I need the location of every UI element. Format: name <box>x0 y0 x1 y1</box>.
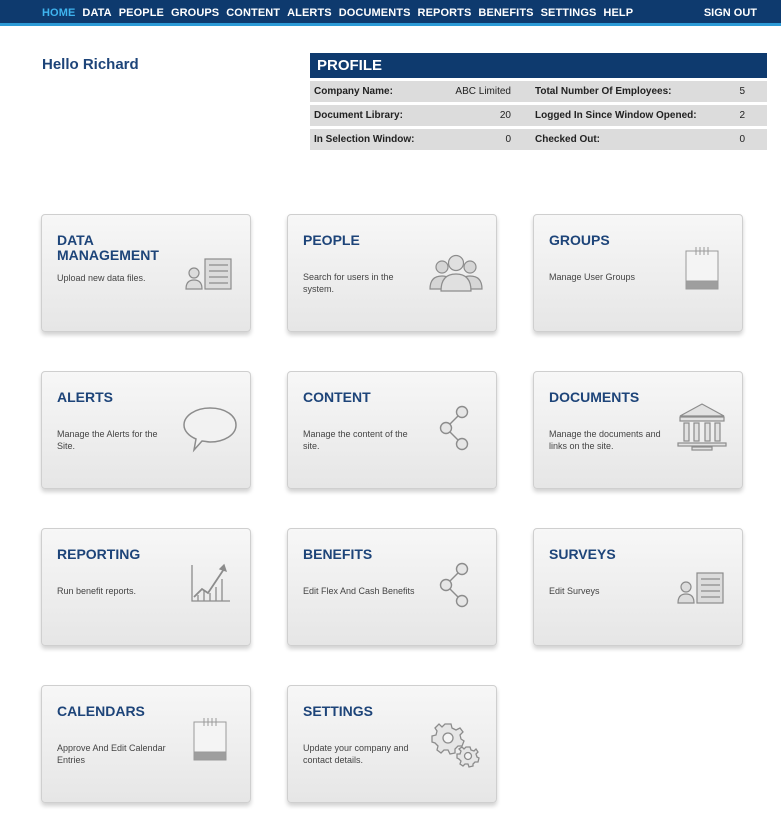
tile-groups[interactable] <box>533 214 743 332</box>
tile-description: Upload new data files. <box>57 273 146 283</box>
profile-value: 2 <box>739 110 745 121</box>
tile-title: DOCUMENTS <box>549 389 640 405</box>
nav-item-people[interactable]: PEOPLE <box>118 7 164 19</box>
nav-item-data[interactable]: DATA <box>82 7 112 19</box>
notepad-icon <box>672 243 732 303</box>
nav-items <box>42 0 640 26</box>
profile-cell <box>310 86 515 97</box>
tile-title: REPORTING <box>57 546 141 562</box>
tile-settings[interactable] <box>287 685 497 803</box>
tile-people[interactable] <box>287 214 497 332</box>
profile-cell <box>523 86 767 97</box>
profile-label: Document Library: <box>314 110 403 121</box>
tile-title: PEOPLE <box>303 232 360 248</box>
profile-label: Checked Out: <box>535 134 601 145</box>
tile-reporting[interactable] <box>41 528 251 646</box>
profile-value: 20 <box>499 110 511 121</box>
nav-item-documents[interactable]: DOCUMENTS <box>338 7 411 19</box>
share-icon <box>426 400 486 460</box>
tile-title: CALENDARS <box>57 703 145 719</box>
tile-calendars[interactable] <box>41 685 251 803</box>
tile-title: GROUPS <box>549 232 610 248</box>
tile-description: Approve And Edit Calendar Entries <box>57 743 166 765</box>
profile-cell <box>523 110 767 121</box>
tile-description: Search for users in the system. <box>303 272 394 294</box>
profile-cell <box>523 134 767 145</box>
tile-content[interactable] <box>287 371 497 489</box>
tile-surveys[interactable] <box>533 528 743 646</box>
nav-item-home[interactable]: HOME <box>42 7 76 19</box>
tile-benefits[interactable] <box>287 528 497 646</box>
gears-icon <box>426 714 486 774</box>
tile-description: Manage the content of the site. <box>303 429 408 451</box>
profile-value: 0 <box>739 134 745 145</box>
nav-item-alerts[interactable]: ALERTS <box>287 7 332 19</box>
tile-description: Run benefit reports. <box>57 586 137 596</box>
tile-alerts[interactable] <box>41 371 251 489</box>
tile-description: Manage User Groups <box>549 272 636 282</box>
notepad-icon <box>180 714 240 774</box>
sign-out-link[interactable]: SIGN OUT <box>703 7 757 19</box>
share-icon <box>426 557 486 617</box>
people-icon <box>426 243 486 303</box>
chart-icon <box>180 557 240 617</box>
profile-value: ABC Limited <box>455 86 511 97</box>
greeting: Hello Richard <box>42 56 139 73</box>
nav-item-settings[interactable]: SETTINGS <box>540 7 597 19</box>
tile-title: BENEFITS <box>303 546 373 562</box>
profile-value: 5 <box>739 86 745 97</box>
profile-row <box>310 105 767 126</box>
profile-label: In Selection Window: <box>314 134 415 145</box>
profile-cell <box>310 134 515 145</box>
profile-label: Company Name: <box>314 86 393 97</box>
tile-description: Edit Flex And Cash Benefits <box>303 586 415 596</box>
profile-label: Total Number Of Employees: <box>535 86 672 97</box>
top-navigation <box>0 0 781 26</box>
tile-documents[interactable] <box>533 371 743 489</box>
nav-item-benefits[interactable]: BENEFITS <box>478 7 534 19</box>
tile-title: CONTENT <box>303 389 371 405</box>
tile-data-management[interactable] <box>41 214 251 332</box>
nav-item-help[interactable]: HELP <box>603 7 634 19</box>
list-person-icon <box>180 243 240 303</box>
tile-description: Update your company and contact details. <box>303 743 409 765</box>
tile-title: ALERTS <box>57 389 113 405</box>
list-person-icon <box>672 557 732 617</box>
tile-description: Manage the documents and links on the site. <box>549 429 661 451</box>
tile-description: Edit Surveys <box>549 586 600 596</box>
profile-title: PROFILE <box>310 53 767 78</box>
profile-cell <box>310 110 515 121</box>
tile-title: SETTINGS <box>303 703 374 719</box>
tile-title: DATA MANAGEMENT <box>57 232 159 263</box>
nav-item-reports[interactable]: REPORTS <box>417 7 472 19</box>
profile-label: Logged In Since Window Opened: <box>535 110 697 121</box>
speech-bubble-icon <box>180 400 240 460</box>
tile-title: SURVEYS <box>549 546 616 562</box>
tile-description: Manage the Alerts for the Site. <box>57 429 158 451</box>
nav-item-groups[interactable]: GROUPS <box>170 7 220 19</box>
library-icon <box>672 400 732 460</box>
profile-row <box>310 81 767 102</box>
profile-value: 0 <box>505 134 511 145</box>
profile-row <box>310 129 767 150</box>
profile-panel <box>310 53 767 150</box>
nav-item-content[interactable]: CONTENT <box>226 7 281 19</box>
